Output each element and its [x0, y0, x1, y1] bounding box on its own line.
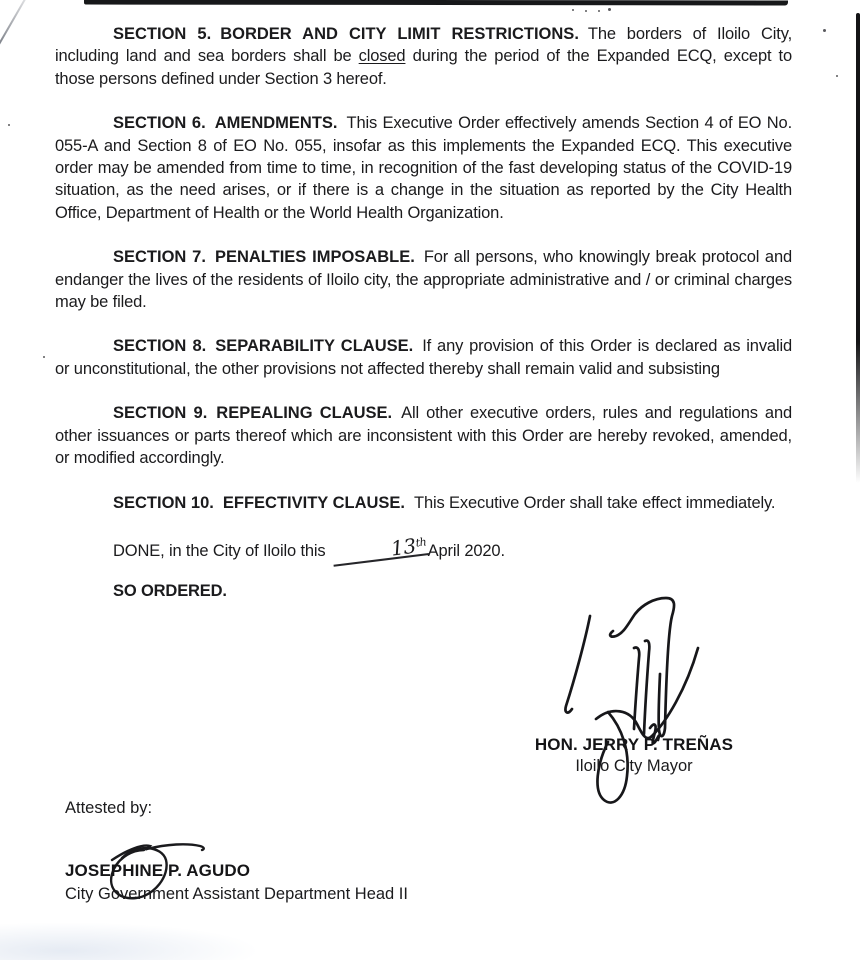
scan-speck — [608, 8, 611, 11]
section-6-paragraph — [55, 112, 792, 224]
section-7-paragraph — [55, 246, 792, 313]
section-9-paragraph — [55, 402, 792, 469]
section-10-paragraph — [55, 492, 792, 514]
so-ordered-line: SO ORDERED. — [113, 582, 227, 601]
attestor-name: JOSEPHINE P. AGUDO — [65, 861, 251, 880]
section-9-body: All other executive orders, rules and regulations and other issuances or parts thereof which are inconsistent with this Order are hereby revoked, amended, or modified accordingly. — [55, 404, 792, 468]
scan-speck — [823, 29, 826, 32]
scan-speck — [43, 356, 45, 358]
section-7-body: For all persons, who knowingly break protocol and endanger the lives of the residents of Iloilo city, the appropriate administrative and / or criminal charges may be filed. — [55, 248, 792, 312]
scan-artifact-bottom-smudge — [0, 922, 260, 960]
done-line-post: April 2020. — [427, 541, 505, 560]
section-5-title: BORDER AND CITY LIMIT RESTRICTIONS. — [220, 25, 579, 43]
document-body — [55, 23, 792, 625]
scan-artifact-right-edge — [856, 13, 860, 483]
scan-speck — [585, 10, 587, 12]
handwritten-day-suffix: th — [414, 535, 427, 550]
done-line-pre: DONE, in the City of Iloilo this — [113, 541, 330, 560]
section-8-title: SEPARABILITY CLAUSE. — [215, 337, 414, 356]
section-10-label: SECTION 10. — [113, 493, 214, 512]
attestor-title: City Government Assistant Department Head II — [65, 885, 408, 903]
handwritten-date — [331, 534, 429, 567]
scan-speck — [598, 10, 600, 12]
scan-speck — [572, 9, 574, 11]
section-9-title: REPEALING CLAUSE. — [216, 404, 393, 423]
scan-artifact-corner-crease — [0, 0, 29, 45]
mayor-title: Iloilo City Mayor — [575, 757, 693, 775]
section-7-label: SECTION 7. — [113, 248, 206, 267]
section-8-paragraph — [55, 335, 792, 380]
section-10-title: EFFECTIVITY CLAUSE. — [222, 493, 406, 512]
done-line — [55, 533, 792, 562]
section-6-label: SECTION 6. — [113, 114, 206, 133]
section-5-body-post: during the period of the Expanded ECQ, except to those persons defined under Section 3 hereof. — [55, 47, 793, 88]
mayor-signature-block — [500, 735, 768, 776]
section-5-body-pre: The borders of Iloilo City, including land and sea borders shall be — [55, 25, 792, 66]
section-6-title: AMENDMENTS. — [214, 114, 338, 133]
handwritten-day: 13 — [389, 533, 418, 561]
scan-artifact-top-bar — [84, 0, 788, 5]
scan-speck — [8, 124, 10, 126]
section-10-body: This Executive Order shall take effect immediately. — [414, 493, 776, 512]
attested-by-label: Attested by: — [65, 799, 153, 817]
underlined-word-closed: closed — [358, 47, 406, 66]
section-9-label: SECTION 9. — [113, 404, 208, 423]
scan-speck — [836, 75, 838, 77]
section-6-body: This Executive Order effectively amends Section 4 of EO No. 055-A and Section 8 of EO No. 055, insofar as this implements the Expanded ECQ. This executive order may be amended from time to time, in recognition of the fast developing status of the COVID-19 situation, as the need arises, or if there is a change in the situation as reported by the City Health Office, Department of Health or the World Health Organization. — [55, 114, 793, 222]
section-8-body: If any provision of this Order is declared as invalid or unconstitutional, the other provisions not affected thereby shall remain valid and subsisting — [55, 337, 792, 378]
mayor-name: HON. JERRY P. TREÑAS — [534, 735, 734, 754]
section-5-paragraph — [55, 23, 792, 90]
section-8-label: SECTION 8. — [113, 337, 207, 356]
section-5-label: SECTION 5. — [113, 25, 212, 43]
section-7-title: PENALTIES IMPOSABLE. — [214, 248, 415, 267]
